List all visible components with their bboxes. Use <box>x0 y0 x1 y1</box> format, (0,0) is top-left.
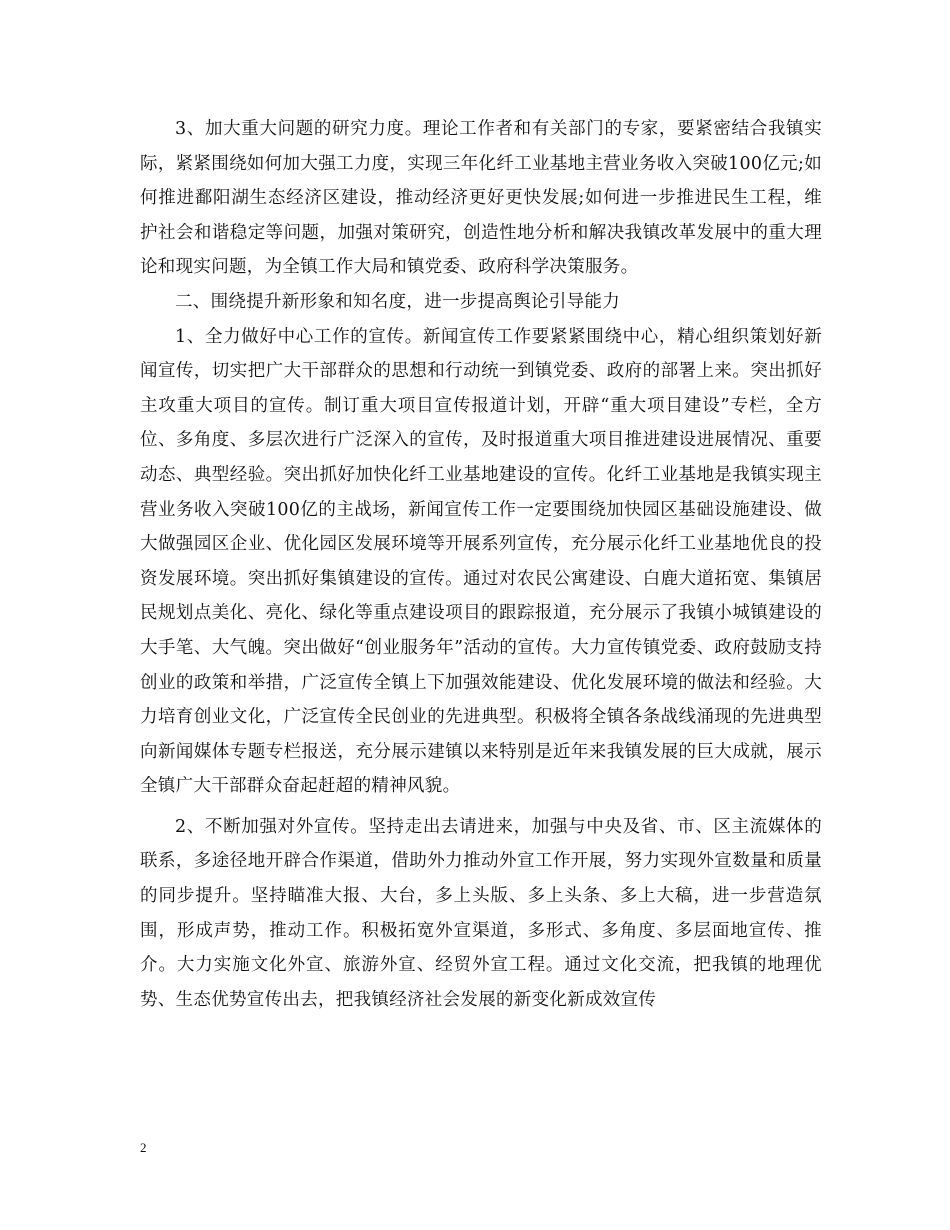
paragraph-central-work: 1、全力做好中心工作的宣传。新闻宣传工作要紧紧围绕中心，精心组织策划好新闻宣传，切实把广大干部群众的思想和行动统一到镇党委、政府的部署上来。突出抓好主攻重大项目的宣传。制订重大项目宣传报道计划，开辟“重大项目建设”专栏，全方位、多角度、多层次进行广泛深入的宣传，及时报道重大项目推进建设进展情况、重要动态、典型经验。突出抓好加快化纤工业基地建设的宣传。化纤工业基地是我镇实现主营业务收入突破100亿的主战场，新闻宣传工作一定要围绕加快园区基础设施建设、做大做强园区企业、优化园区发展环境等开展系列宣传，充分展示化纤工业基地优良的投资发展环境。突出抓好集镇建设的宣传。通过对农民公寓建设、白鹿大道拓宽、集镇居民规划点美化、亮化、绿化等重点建设项目的跟踪报道，充分展示了我镇小城镇建设的大手笔、大气魄。突出做好“创业服务年”活动的宣传。大力宣传镇党委、政府鼓励支持创业的政策和举措，广泛宣传全镇上下加强效能建设、优化发展环境的做法和经验。大力培育创业文化，广泛宣传全民创业的先进典型。积极将全镇各条战线涌现的先进典型向新闻媒体专题专栏报送，充分展示建镇以来特别是近年来我镇发展的巨大成就，展示全镇广大干部群众奋起赶超的精神风貌。 <box>140 326 822 797</box>
section-heading: 二、围绕提升新形象和知名度，进一步提高舆论引导能力 <box>175 291 620 312</box>
document-body <box>140 112 822 1017</box>
paragraph-research: 3、加大重大问题的研究力度。理论工作者和有关部门的专家，要紧密结合我镇实际，紧紧围绕如何加大强工力度，实现三年化纤工业基地主营业务收入突破100亿元;如何推进鄱阳湖生态经济区建设，推动经济更好更快发展;如何进一步推进民生工程，维护社会和谐稳定等问题，加强对策研究，创造性地分析和解决我镇改革发展中的重大理论和现实问题，为全镇工作大局和镇党委、政府科学决策服务。 <box>140 119 822 278</box>
page-number: 2 <box>140 1140 147 1155</box>
paragraph-external-publicity: 2、不断加强对外宣传。坚持走出去请进来，加强与中央及省、市、区主流媒体的联系，多途径地开辟合作渠道，借助外力推动外宣工作开展，努力实现外宣数量和质量的同步提升。坚持瞄准大报、大台，多上头版、多上头条、多上大稿，进一步营造氛围，形成声势，推动工作。积极拓宽外宣渠道，多形式、多角度、多层面地宣传、推介。大力实施文化外宣、旅游外宣、经贸外宣工程。通过文化交流，把我镇的地理优势、生态优势宣传出去，把我镇经济社会发展的新变化新成效宣传 <box>140 816 822 1010</box>
